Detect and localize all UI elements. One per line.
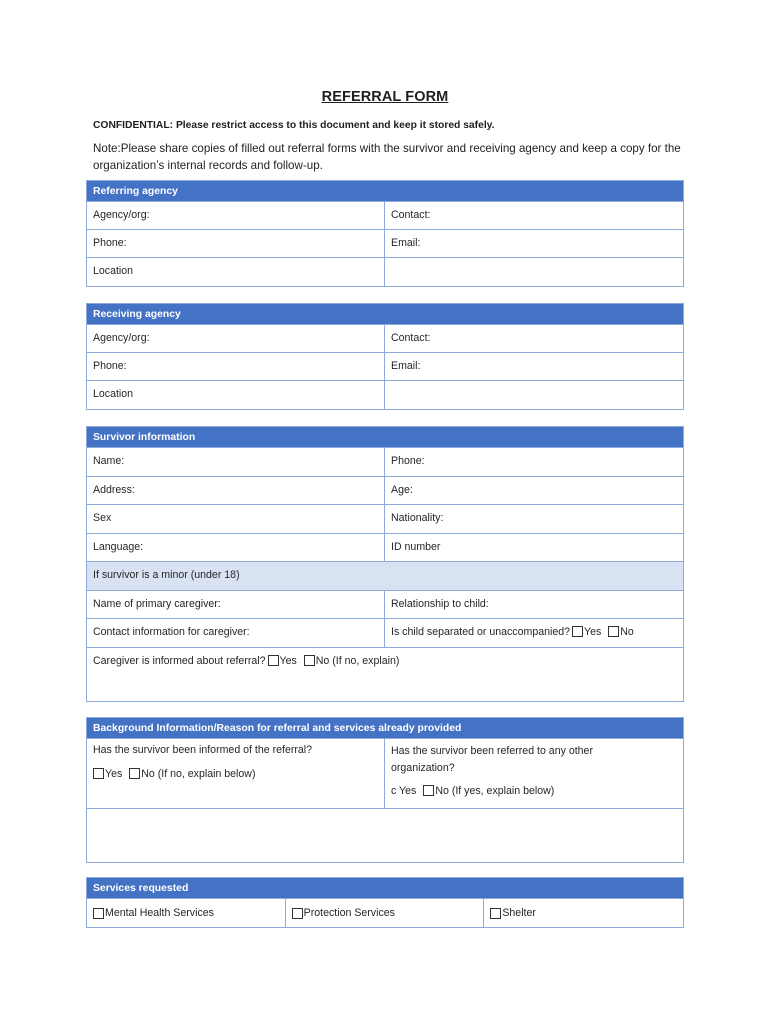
caregiver-informed-no-checkbox[interactable] bbox=[304, 655, 315, 666]
separated-yes-checkbox[interactable] bbox=[572, 626, 583, 637]
caregiver-informed-question[interactable] bbox=[87, 648, 683, 701]
informed-no-checkbox[interactable] bbox=[129, 768, 140, 779]
survivor-phone-field[interactable]: Phone: bbox=[391, 455, 425, 467]
receiving-location-field[interactable]: Location bbox=[87, 381, 385, 409]
services-requested-table bbox=[86, 877, 684, 928]
caregiver-informed-yes-label: Yes bbox=[279, 654, 297, 667]
receiving-agency-field[interactable]: Agency/org: bbox=[87, 325, 385, 352]
referred-no-label: No (If yes, explain below) bbox=[435, 785, 555, 797]
mental-health-label: Mental Health Services bbox=[105, 907, 214, 919]
caregiver-informed-no-label: No (If no, explain) bbox=[315, 654, 400, 667]
section-header: Receiving agency bbox=[87, 304, 683, 325]
section-header: Services requested bbox=[87, 878, 683, 899]
protection-checkbox[interactable] bbox=[292, 908, 303, 919]
shelter-checkbox[interactable] bbox=[490, 908, 501, 919]
separated-no-checkbox[interactable] bbox=[608, 626, 619, 637]
survivor-id-number-field[interactable]: ID number bbox=[391, 540, 441, 553]
caregiver-informed-yes-checkbox[interactable] bbox=[268, 655, 279, 666]
referring-contact-field[interactable]: Contact: bbox=[391, 209, 431, 221]
separated-yes-label: Yes bbox=[584, 626, 602, 638]
background-information-table bbox=[86, 717, 684, 863]
caregiver-contact-field[interactable]: Contact information for caregiver: bbox=[87, 619, 385, 647]
section-header: Background Information/Reason for referral and services already provided bbox=[87, 718, 683, 739]
receiving-contact-field[interactable]: Contact: bbox=[391, 332, 431, 344]
caregiver-name-field[interactable]: Name of primary caregiver: bbox=[87, 591, 385, 619]
referred-yes-label: c Yes bbox=[391, 785, 417, 797]
receiving-empty-cell[interactable] bbox=[385, 381, 683, 409]
receiving-phone-field[interactable]: Phone: bbox=[87, 353, 385, 380]
informed-options bbox=[93, 767, 378, 781]
referred-elsewhere-cell bbox=[385, 739, 683, 808]
section-header: Survivor information bbox=[87, 427, 683, 448]
protection-label: Protection Services bbox=[303, 907, 395, 919]
relationship-field[interactable]: Relationship to child: bbox=[391, 597, 489, 610]
shelter-label: Shelter bbox=[502, 907, 536, 919]
separated-question-label: Is child separated or unaccompanied? bbox=[391, 626, 571, 638]
referred-options bbox=[391, 783, 677, 800]
sharing-note: Note:Please share copies of filled out referral forms with the survivor and receiving agency and keep a copy for the organization’s internal records and follow-up. bbox=[93, 142, 681, 172]
survivor-sex-field[interactable]: Sex bbox=[87, 505, 385, 533]
service-protection[interactable] bbox=[286, 899, 485, 927]
referring-phone-field[interactable]: Phone: bbox=[87, 230, 385, 257]
survivor-nationality-field[interactable]: Nationality: bbox=[391, 512, 444, 524]
survivor-address-field[interactable]: Address: bbox=[87, 477, 385, 505]
separated-question bbox=[385, 619, 683, 647]
referring-empty-cell[interactable] bbox=[385, 258, 683, 286]
referring-agency-table bbox=[86, 180, 684, 287]
minor-subheader: If survivor is a minor (under 18) bbox=[93, 569, 240, 581]
receiving-agency-table bbox=[86, 303, 684, 410]
survivor-language-field[interactable]: Language: bbox=[87, 534, 385, 562]
section-header: Referring agency bbox=[87, 181, 683, 202]
page-title: REFERRAL FORM bbox=[321, 89, 449, 105]
mental-health-checkbox[interactable] bbox=[93, 908, 104, 919]
informed-of-referral-cell bbox=[87, 739, 385, 808]
receiving-email-field[interactable]: Email: bbox=[391, 360, 421, 372]
separated-no-label: No bbox=[620, 626, 634, 638]
service-mental-health[interactable] bbox=[87, 899, 286, 927]
informed-yes-label: Yes bbox=[105, 768, 123, 780]
referred-no-checkbox[interactable] bbox=[423, 785, 434, 796]
survivor-age-field[interactable]: Age: bbox=[391, 483, 413, 496]
referring-location-field[interactable]: Location bbox=[87, 258, 385, 286]
confidential-notice: CONFIDENTIAL: Please restrict access to this document and keep it stored safely. bbox=[93, 120, 495, 131]
referred-elsewhere-question: Has the survivor been referred to any other organization? bbox=[391, 745, 593, 774]
survivor-name-field[interactable]: Name: bbox=[87, 448, 385, 476]
referring-agency-field[interactable]: Agency/org: bbox=[87, 202, 385, 229]
informed-no-label: No (If no, explain below) bbox=[141, 768, 256, 780]
service-shelter[interactable] bbox=[484, 899, 683, 927]
survivor-information-table bbox=[86, 426, 684, 702]
referring-email-field[interactable]: Email: bbox=[391, 237, 421, 249]
informed-of-referral-question: Has the survivor been informed of the referral? bbox=[93, 744, 313, 756]
caregiver-informed-label: Caregiver is informed about referral? bbox=[93, 654, 266, 667]
background-explanation-field[interactable] bbox=[87, 809, 683, 862]
informed-yes-checkbox[interactable] bbox=[93, 768, 104, 779]
